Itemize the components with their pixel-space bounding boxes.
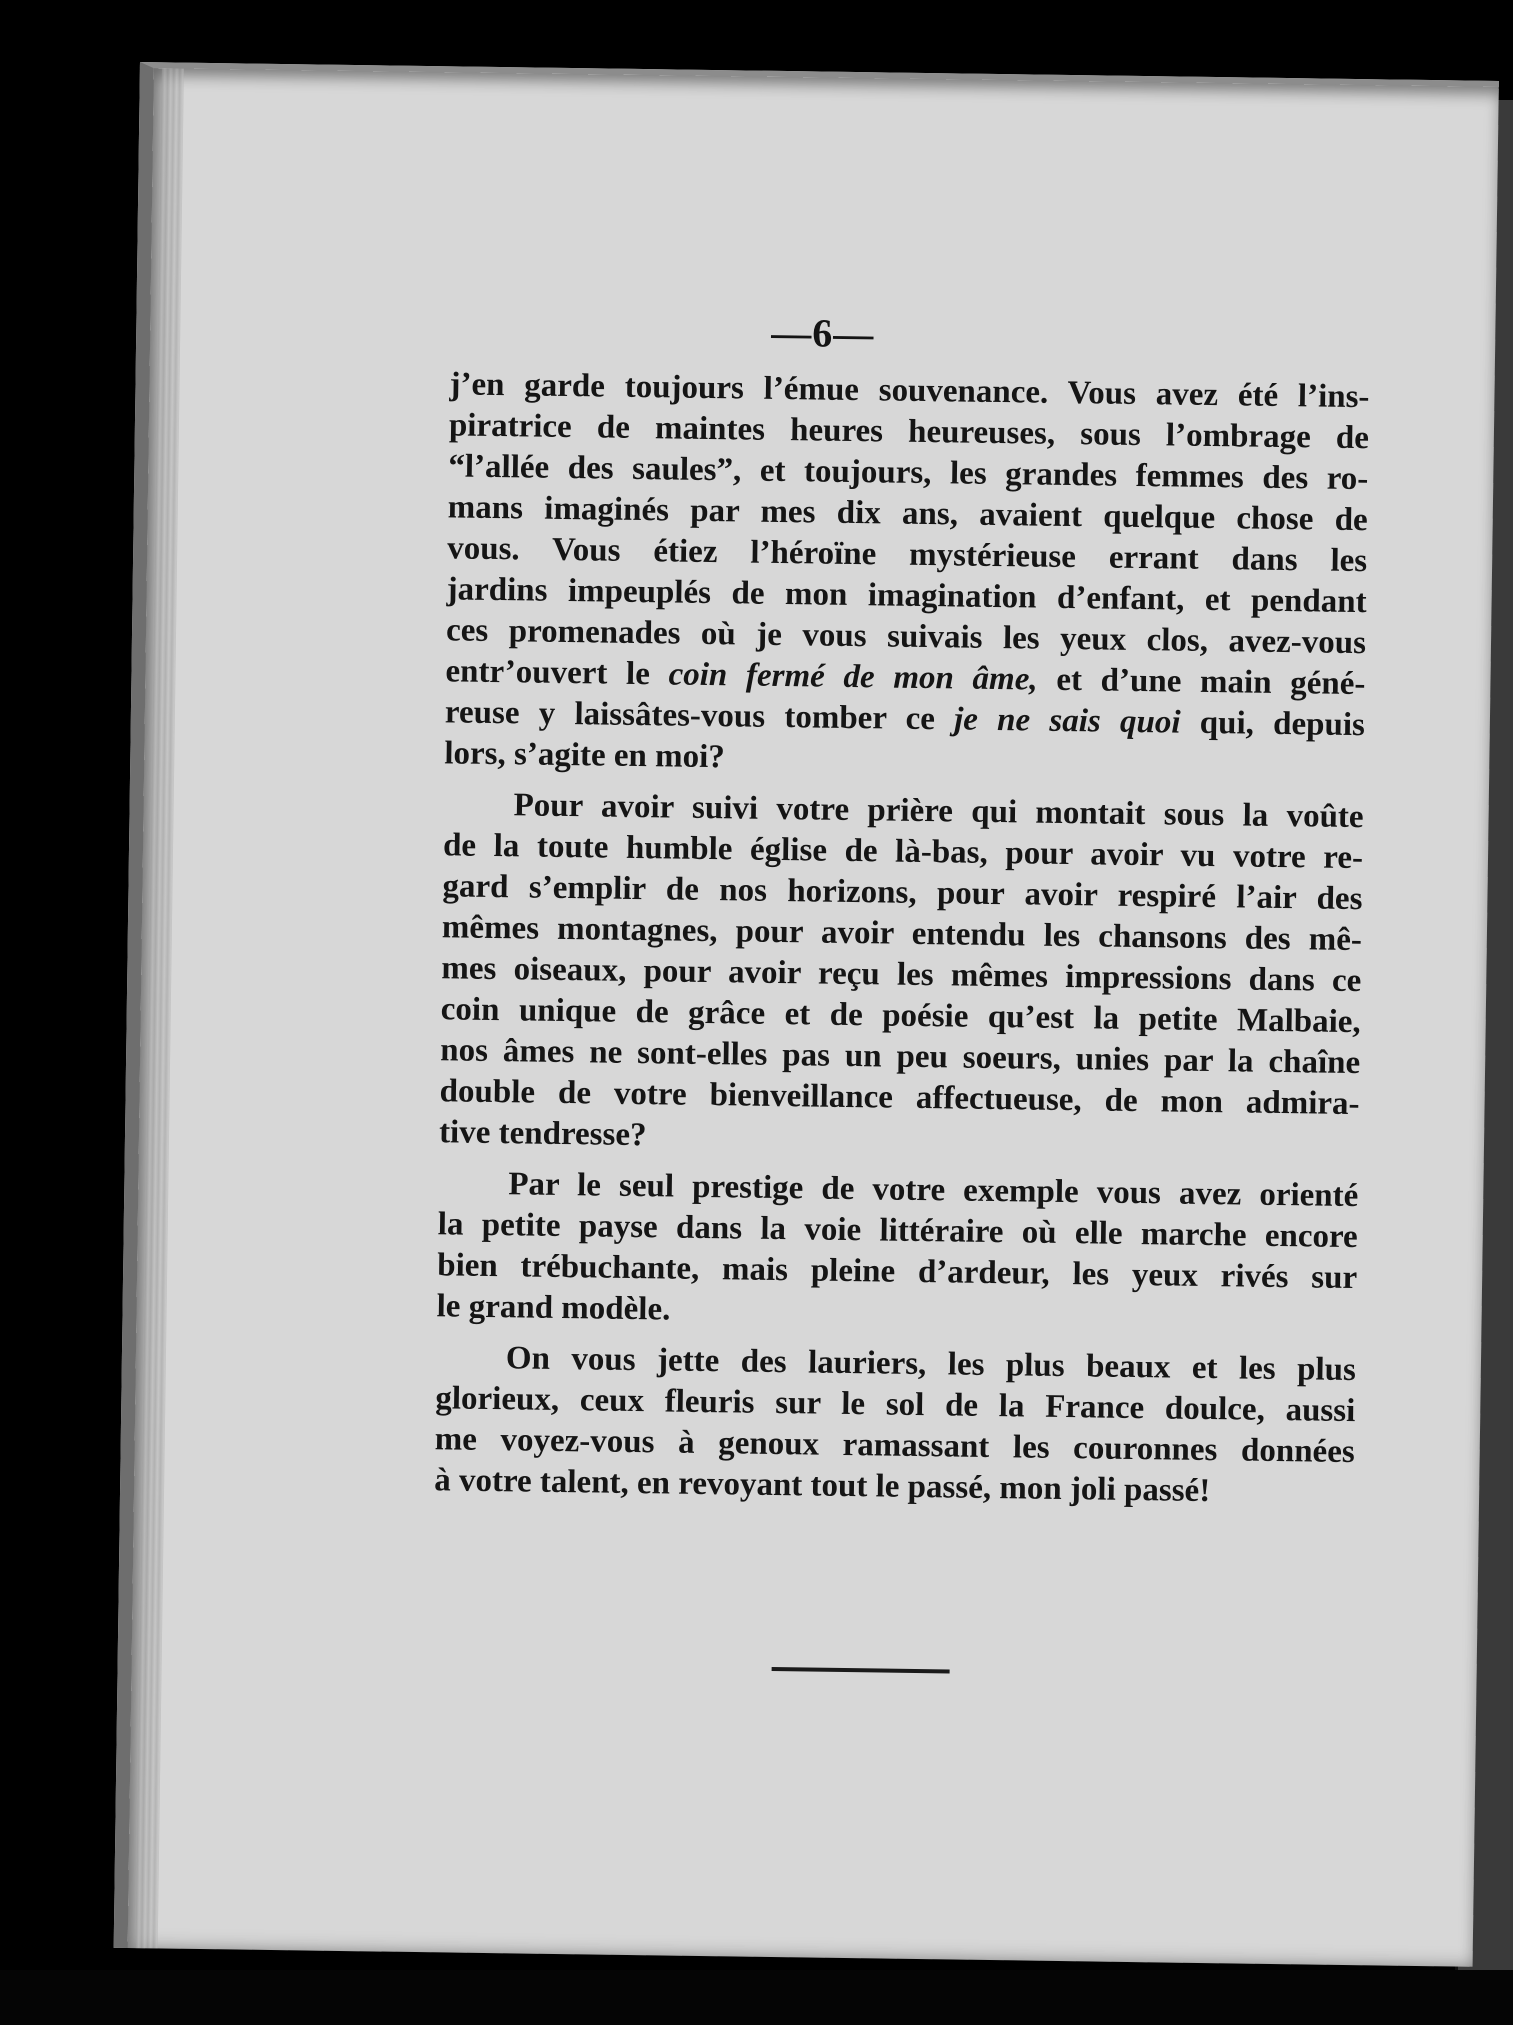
text-line: glorieux, ceux fleuris sur le sol de la France doulce, aussi bbox=[435, 1380, 1356, 1430]
text-line: On vous jette des lauriers, les plus beaux et les plus bbox=[505, 1340, 1357, 1389]
end-rule-divider bbox=[772, 1667, 950, 1673]
paragraph bbox=[444, 364, 1370, 787]
body-text bbox=[434, 364, 1370, 1514]
text-line: à votre talent, en revoyant tout le passé, mon joli passé! bbox=[433, 1462, 1211, 1510]
text-line: piratrice de maintes heures heureuses, sous l’ombrage de bbox=[448, 407, 1370, 457]
text-line: “l’allée des saules”, et toujours, les grandes femmes des ro- bbox=[448, 448, 1369, 498]
text-line: tive tendresse? bbox=[438, 1114, 647, 1154]
text-line: entr’ouvert le coin fermé de mon âme, et d’une main géné- bbox=[445, 653, 1366, 703]
text-line: me voyez-vous à genoux ramassant les couronnes données bbox=[434, 1421, 1355, 1471]
paragraph bbox=[436, 1163, 1358, 1340]
text-line: Par le seul prestige de votre exemple vous avez orienté bbox=[508, 1166, 1359, 1215]
text-line: jardins impeuplés de mon imagination d’enfant, et pendant bbox=[446, 571, 1367, 621]
paragraph bbox=[434, 1337, 1356, 1514]
text-line: mêmes montagnes, pour avoir entendu les chansons des mê- bbox=[441, 909, 1363, 959]
text-line: mans imaginés par mes dix ans, avaient quelque chose de bbox=[447, 489, 1368, 539]
text-line: nos âmes ne sont-elles pas un peu soeurs, unies par la chaîne bbox=[439, 1032, 1361, 1082]
text-line: gard s’emplir de nos horizons, pour avoir respiré l’air des bbox=[442, 868, 1363, 918]
text-line: coin unique de grâce et de poésie qu’est la petite Malbaie, bbox=[440, 991, 1361, 1041]
text-line: ces promenades où je vous suivais les yeux clos, avez-vous bbox=[445, 612, 1367, 662]
text-line: j’en garde toujours l’émue souvenance. Vous avez été l’ins- bbox=[449, 366, 1370, 416]
text-line: mes oiseaux, pour avoir reçu les mêmes impressions dans ce bbox=[441, 950, 1362, 1000]
page-number: —6— bbox=[770, 309, 875, 357]
text-line: de la toute humble église de là-bas, pour avoir vu votre re- bbox=[442, 827, 1364, 877]
italic-phrase: je ne sais quoi bbox=[953, 701, 1181, 741]
text-line: bien trébuchante, mais pleine d’ardeur, les yeux rivés sur bbox=[436, 1247, 1358, 1297]
scan-bottom-border bbox=[0, 1970, 1513, 2025]
text-line: lors, s’agite en moi? bbox=[444, 735, 726, 776]
paragraph bbox=[439, 784, 1364, 1166]
book-page bbox=[114, 62, 1499, 1967]
text-line: Pour avoir suivi votre prière qui montait sous la voûte bbox=[513, 787, 1364, 836]
text-line: double de votre bienveillance affectueuse, de mon admira- bbox=[439, 1073, 1360, 1123]
text-line: reuse y laissâtes-vous tomber ce je ne sais quoi qui, depuis bbox=[444, 694, 1366, 744]
text-line: le grand modèle. bbox=[436, 1288, 671, 1328]
text-line: la petite payse dans la voie littéraire où elle marche encore bbox=[437, 1206, 1358, 1256]
text-line: vous. Vous étiez l’héroïne mystérieuse errant dans les bbox=[446, 530, 1368, 580]
italic-phrase: coin fermé de mon âme, bbox=[668, 656, 1038, 698]
